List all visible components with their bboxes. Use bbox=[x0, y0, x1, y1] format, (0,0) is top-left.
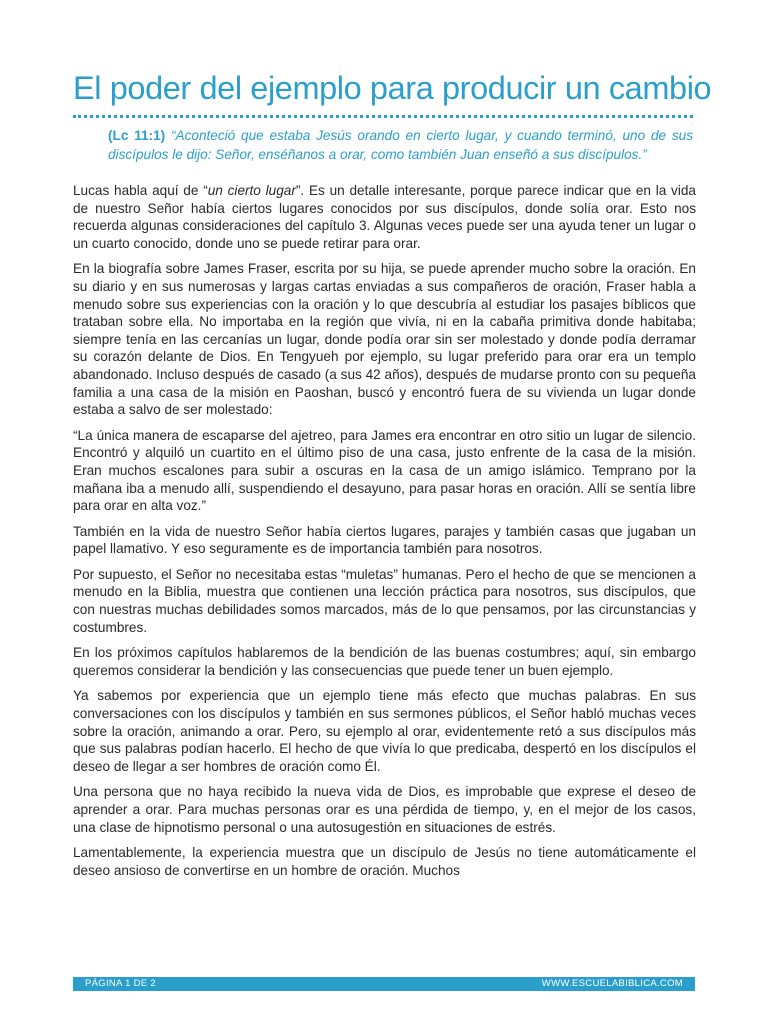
quote-reference: (Lc 11:1) bbox=[108, 128, 166, 143]
dotted-divider bbox=[73, 115, 693, 118]
website-link[interactable]: WWW.ESCUELABIBLICA.COM bbox=[541, 978, 683, 989]
paragraph: En la biografía sobre James Fraser, escrita por su hija, se puede aprender mucho sobre la oración. En su diario y en sus numerosas y largas cartas enviadas a sus compañeros de oración, Fraser habla a menudo sobre sus experiencias con la oración y lo que descubría al estudiar los pasajes bíblicos que trataban sobre ella. No importaba en la región que vivía, ni en la cabaña primitiva donde habitaba; siempre tenía en las cercanías un lugar, donde podía orar sin ser molestado y donde podía derramar su corazón delante de Dios. En Tengyueh por ejemplo, su lugar preferido para orar era un templo abandonado. Incluso después de casado (a sus 42 años), después de mudarse pronto con su pequeña familia a una casa de la misión en Paoshan, buscó y encontró fuera de su vivienda un lugar donde estaba a salvo de ser molestado: bbox=[73, 261, 696, 418]
bible-quote bbox=[108, 127, 693, 164]
paragraph-text: ”. Es un detalle interesante, porque parece indicar que en la vida de nuestro Señor había ciertos lugares conocidos por sus discípulos, donde solía orar. Esto nos recuerda algunas consideraciones del capítulo 3. Algunas veces puede ser una ayuda tener un lugar o un cuarto conocido, donde uno se puede retirar para orar. bbox=[73, 183, 696, 251]
paragraph: Ya sabemos por experiencia que un ejemplo tiene más efecto que muchas palabras. En sus conversaciones con los discípulos y también en sus sermones públicos, el Señor habló muchas veces sobre la oración, animando a orar. Pero, su ejemplo al orar, evidentemente retó a sus discípulos más que sus palabras podían hacerlo. El hecho de que vivía lo que predicaba, despertó en los discípulos el deseo de llegar a ser hombres de oración como Él. bbox=[73, 688, 696, 774]
paragraph: Por supuesto, el Señor no necesitaba estas “muletas” humanas. Pero el hecho de que se mencionen a menudo en la Biblia, muestra que contienen una lección práctica para nosotros, sus discípulos, que con nuestras muchas debilidades somos marcados, más de lo que pensamos, por las circunstancias y costumbres. bbox=[73, 566, 696, 635]
paragraph: “La única manera de escaparse del ajetreo, para James era encontrar en otro sitio un lugar de silencio. Encontró y alquiló un cuartito en el último piso de una casa, justo enfrente de la casa de la misión. Eran muchos escalones para subir a oscuras en la casa de un amigo islámico. Temprano por la mañana iba a menudo allí, suspendiendo el desayuno, para pasar horas en oración. Allí se sentía libre para orar en alta voz.” bbox=[73, 427, 696, 514]
emphasis-text: un cierto lugar bbox=[207, 183, 296, 198]
paragraph: Una persona que no haya recibido la nueva vida de Dios, es improbable que exprese el deseo de aprender a orar. Para muchas personas orar es una pérdida de tiempo, y, en el mejor de los casos, una clase de hipnotismo personal o una autosugestión en situaciones de estrés. bbox=[73, 784, 696, 835]
page-number: PÁGINA 1 DE 2 bbox=[85, 978, 156, 989]
page-footer bbox=[73, 977, 695, 991]
paragraph: Lamentablemente, la experiencia muestra que un discípulo de Jesús no tiene automáticamente el deseo ansioso de convertirse en un hombre de oración. Muchos bbox=[73, 845, 696, 878]
body-text bbox=[73, 182, 696, 887]
paragraph: En los próximos capítulos hablaremos de la bendición de las buenas costumbres; aquí, sin embargo queremos considerar la bendición y las consecuencias que puede tener un buen ejemplo. bbox=[73, 645, 696, 678]
paragraph bbox=[73, 182, 696, 252]
paragraph: También en la vida de nuestro Señor había ciertos lugares, parajes y también casas que jugaban un papel llamativo. Y eso seguramente es de importancia también para nosotros. bbox=[73, 523, 696, 557]
quote-text: “Aconteció que estaba Jesús orando en cierto lugar, y cuando terminó, uno de sus discípulos le dijo: Señor, enséñanos a orar, como también Juan enseñó a sus discípulos.” bbox=[108, 128, 694, 162]
page-title: El poder del ejemplo para producir un cambio bbox=[73, 70, 712, 106]
paragraph-text: Lucas habla aquí de “ bbox=[73, 183, 208, 198]
